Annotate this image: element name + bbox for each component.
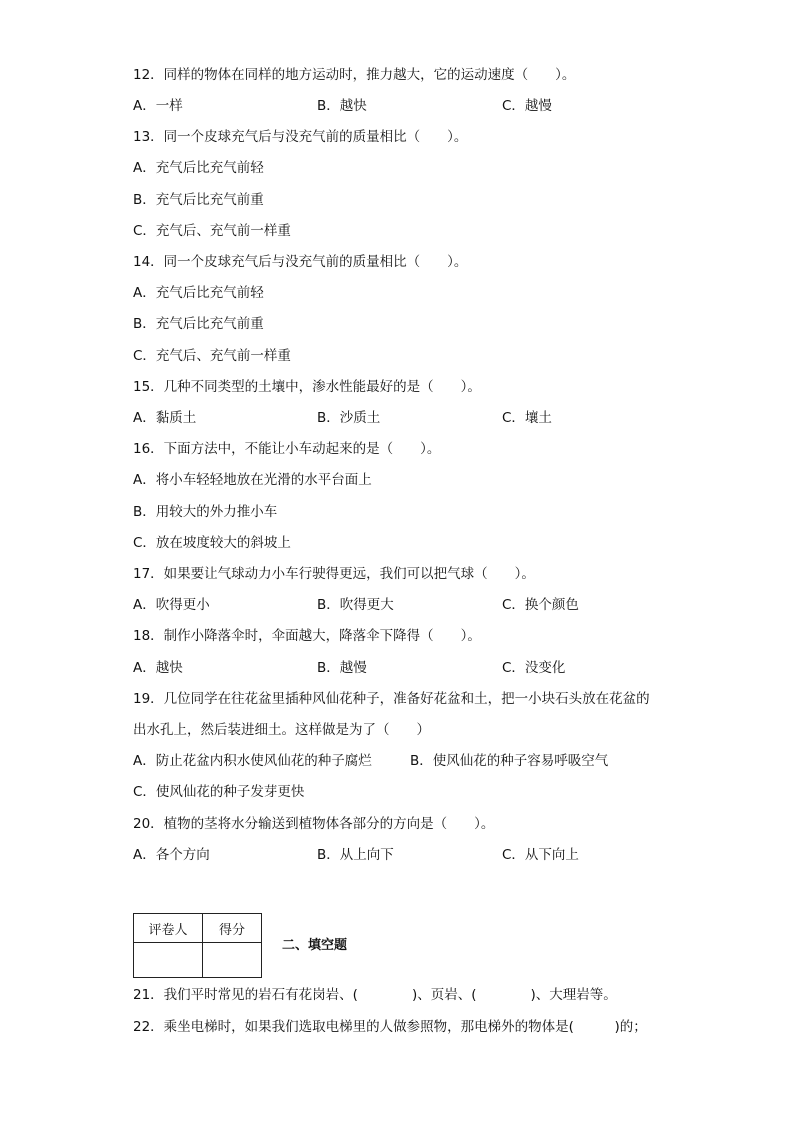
- question-19-option-b: B．使风仙花的种子容易呼吸空气: [410, 753, 609, 769]
- question-16-option-a: A．将小车轻轻地放在光滑的水平台面上: [133, 472, 372, 488]
- question-18-option-c: C．没变化: [502, 660, 566, 676]
- question-20-option-c: C．从下向上: [502, 847, 579, 863]
- question-19-option-a: A．防止花盆内积水使风仙花的种子腐烂: [133, 753, 372, 769]
- question-16-option-c: C．放在坡度较大的斜坡上: [133, 535, 291, 551]
- reviewer-cell: [134, 943, 203, 978]
- question-13-stem: 13．同一个皮球充气后与没充气前的质量相比（ ）。: [133, 129, 468, 145]
- question-19-stem-line1: 19．几位同学在往花盆里插种风仙花种子，准备好花盆和土，把一小块石头放在花盆的: [133, 691, 650, 707]
- question-17-stem: 17．如果要让气球动力小车行驶得更远，我们可以把气球（ ）。: [133, 566, 535, 582]
- question-16-stem: 16．下面方法中，不能让小车动起来的是（ ）。: [133, 441, 441, 457]
- question-14-stem: 14．同一个皮球充气后与没充气前的质量相比（ ）。: [133, 254, 468, 270]
- question-17-option-c: C．换个颜色: [502, 597, 579, 613]
- score-table: [133, 913, 262, 978]
- question-20-option-a: A．各个方向: [133, 847, 210, 863]
- question-14-option-c: C．充气后、充气前一样重: [133, 348, 291, 364]
- question-14-option-a: A．充气后比充气前轻: [133, 285, 264, 301]
- question-17-option-a: A．吹得更小: [133, 597, 210, 613]
- question-16-option-b: B．用较大的外力推小车: [133, 504, 278, 520]
- question-17-option-b: B．吹得更大: [317, 597, 394, 613]
- question-18-option-a: A．越快: [133, 660, 183, 676]
- question-13-option-c: C．充气后、充气前一样重: [133, 223, 291, 239]
- question-18-stem: 18．制作小降落伞时，伞面越大，降落伞下降得（ ）。: [133, 628, 481, 644]
- score-cell: [203, 943, 262, 978]
- question-12-option-a: A．一样: [133, 98, 183, 114]
- question-22-stem: 22．乘坐电梯时，如果我们选取电梯里的人做参照物，那电梯外的物体是( )的；: [133, 1019, 647, 1035]
- question-12-stem: 12．同样的物体在同样的地方运动时，推力越大，它的运动速度（ ）。: [133, 67, 576, 83]
- question-12-option-b: B．越快: [317, 98, 367, 114]
- question-19-stem-line2: 出水孔上，然后装进细土。这样做是为了（ ）: [133, 722, 430, 738]
- question-15-option-b: B．沙质土: [317, 410, 381, 426]
- score-header: 得分: [203, 914, 262, 943]
- question-19-option-c: C．使风仙花的种子发芽更快: [133, 784, 305, 800]
- question-13-option-b: B．充气后比充气前重: [133, 192, 264, 208]
- question-18-option-b: B．越慢: [317, 660, 367, 676]
- question-15-stem: 15．几种不同类型的土壤中，渗水性能最好的是（ ）。: [133, 379, 481, 395]
- question-15-option-c: C．壤土: [502, 410, 552, 426]
- question-15-option-a: A．黏质土: [133, 410, 197, 426]
- question-14-option-b: B．充气后比充气前重: [133, 316, 264, 332]
- question-21-stem: 21．我们平时常见的岩石有花岗岩、( )、页岩、( )、大理岩等。: [133, 987, 617, 1003]
- question-20-stem: 20．植物的茎将水分输送到植物体各部分的方向是（ ）。: [133, 816, 495, 832]
- question-12-option-c: C．越慢: [502, 98, 552, 114]
- question-13-option-a: A．充气后比充气前轻: [133, 160, 264, 176]
- section-title-fill-in: 二、填空题: [282, 938, 348, 953]
- reviewer-header: 评卷人: [134, 914, 203, 943]
- question-20-option-b: B．从上向下: [317, 847, 394, 863]
